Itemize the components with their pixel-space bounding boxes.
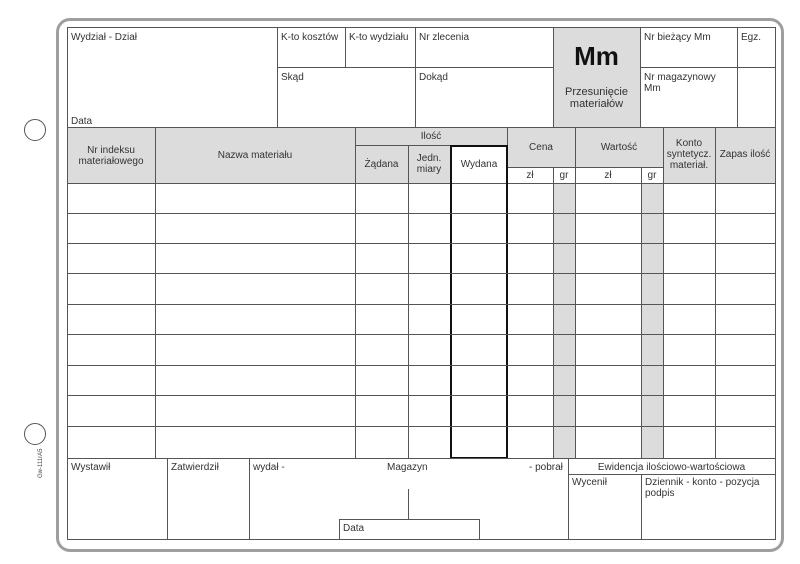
department-label: Wydział - Dział <box>71 32 138 43</box>
col-issued-header: Wydana <box>460 158 498 170</box>
approved-by-label: Zatwierdził <box>171 462 219 473</box>
from-label: Skąd <box>281 72 304 83</box>
col-stock-header: Zapas ilość <box>719 148 771 160</box>
value-zl-subheader: zł <box>604 169 612 181</box>
to-label: Dokąd <box>419 72 448 83</box>
current-no-label: Nr bieżący Mm <box>644 32 711 43</box>
order-no-label: Nr zlecenia <box>419 32 470 43</box>
took-label: - pobrał <box>529 462 563 473</box>
price-gr-subheader: gr <box>559 169 569 181</box>
col-name-header: Nazwa materiału <box>217 149 293 161</box>
col-index-header: Nr indeksu materiałowego <box>78 145 144 167</box>
form-sheet <box>56 18 784 552</box>
binder-hole-top <box>24 119 46 141</box>
journal-label: Dziennik - konto - pozycja podpis <box>645 477 760 499</box>
form-catalog-code: Gw-111rA5 <box>38 448 44 478</box>
col-unit-header: Jedn. miary <box>416 153 442 175</box>
issued-by-label: Wystawił <box>71 462 111 473</box>
price-gr-column-shade <box>553 183 575 459</box>
issued-column-frame <box>450 145 508 459</box>
col-qty-header: Ilość <box>420 130 442 142</box>
copy-label: Egz. <box>741 32 762 43</box>
footer-date-label: Data <box>343 523 365 534</box>
form-code-title: Mm <box>574 41 619 71</box>
warehouse-label: Magazyn <box>387 462 428 473</box>
warehouse-no-label: Nr magazynowy Mm <box>644 72 716 94</box>
binder-hole-bottom <box>24 423 46 445</box>
col-requested-header: Żądana <box>364 158 399 170</box>
form-name-title: Przesunięcie materiałów <box>565 86 628 110</box>
col-price-header: Cena <box>529 141 553 153</box>
priced-by-label: Wycenił <box>572 477 607 488</box>
gave-label: wydał - <box>253 462 285 473</box>
col-value-header: Wartość <box>600 141 638 153</box>
value-gr-column-shade <box>641 183 663 459</box>
dept-account-label: K-to wydziału <box>349 32 409 43</box>
ledger-label: Ewidencja ilościowo-wartościowa <box>597 461 746 473</box>
date-label: Data <box>71 116 93 127</box>
price-zl-subheader: zł <box>526 169 534 181</box>
col-account-header: Konto syntetycz. materiał. <box>666 137 712 171</box>
cost-account-label: K-to kosztów <box>281 32 339 43</box>
value-gr-subheader: gr <box>647 169 657 181</box>
